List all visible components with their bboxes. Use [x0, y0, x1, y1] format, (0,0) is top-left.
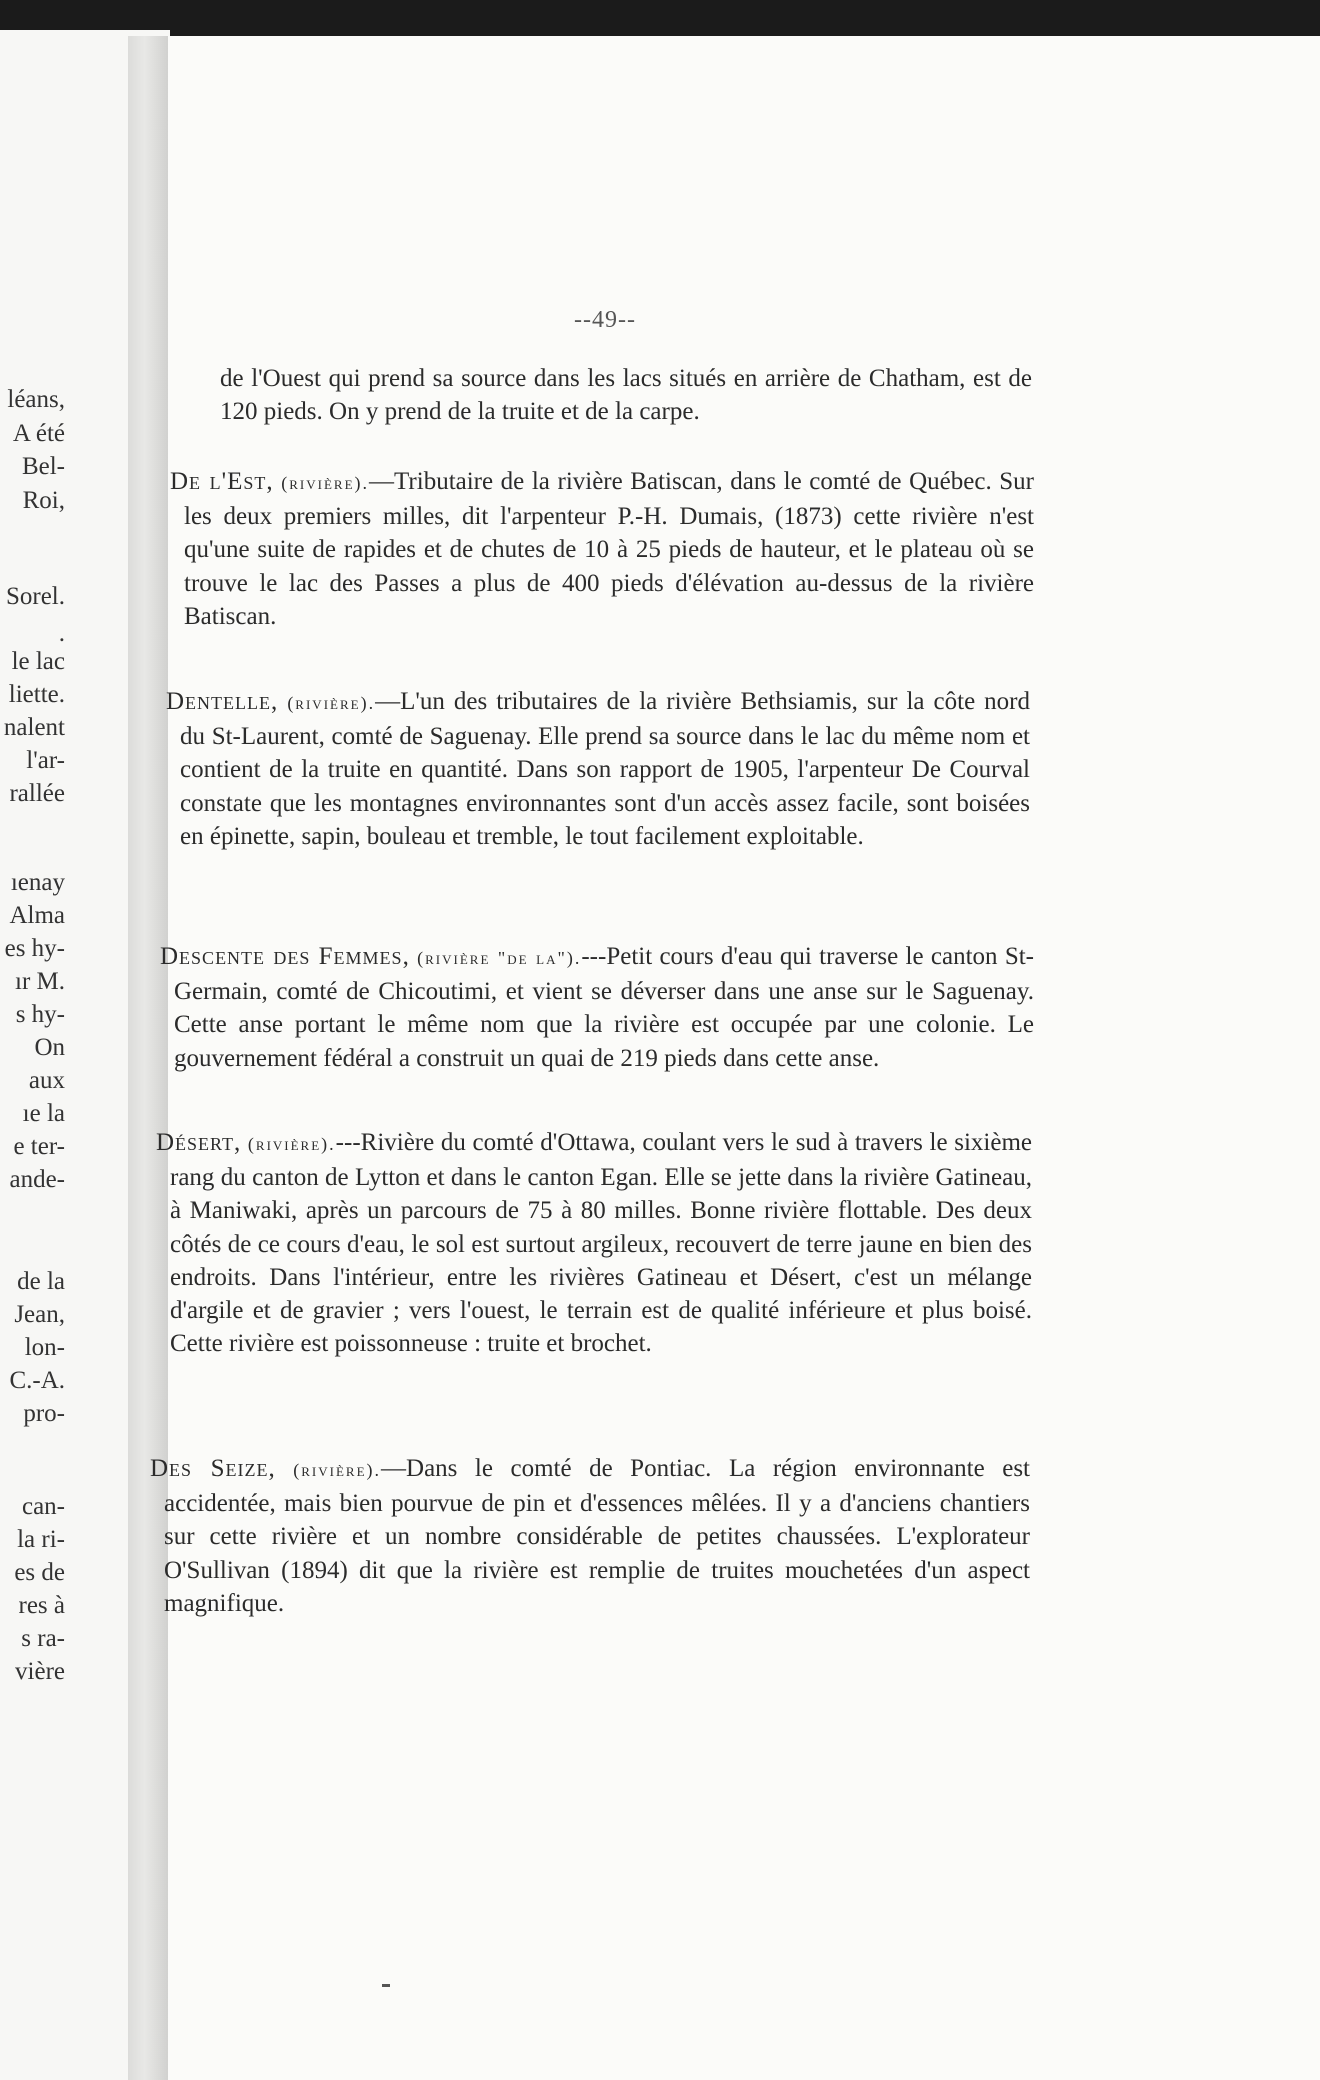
entry-headword: Descente des Femmes, — [160, 943, 410, 970]
left-fragment: can- — [21, 1493, 65, 1520]
left-fragment: aux — [28, 1067, 65, 1094]
left-fragment: nalent — [3, 714, 65, 741]
left-fragment: pro- — [23, 1400, 65, 1427]
left-fragment: rallée — [9, 780, 65, 807]
entry-headword: Désert, — [156, 1129, 242, 1156]
entry-body: —Dans le comté de Pontiac. La région environnante est accidentée, mais bien pourvue de pin et d'essences mêlées. Il y a d'anciens chantiers sur cette rivière et un nombre considérable de petites chaussées. L'explorateur O'Sullivan (1894) dit que la rivière est remplie de truites mouchetées d'un aspect magnifique. — [164, 1455, 1031, 1617]
left-fragment: . — [58, 620, 65, 647]
page-number: --49-- — [574, 307, 636, 333]
left-fragment: es de — [14, 1559, 65, 1586]
left-fragment: ande- — [9, 1166, 65, 1193]
entry-dentelle — [166, 685, 1030, 853]
ink-mark — [382, 1984, 390, 1987]
entry-de-l-est — [170, 465, 1034, 633]
left-fragment: Roi, — [22, 487, 65, 514]
left-fragment: la ri- — [17, 1526, 65, 1553]
entry-type: (rivière). — [281, 473, 370, 493]
left-fragment: de la — [17, 1268, 65, 1295]
left-fragment: Jean, — [14, 1301, 65, 1328]
entry-desert — [156, 1126, 1032, 1360]
entry-headword: De l'Est, — [170, 468, 274, 495]
left-fragment: le lac — [11, 648, 65, 675]
entry-type: (rivière). — [287, 693, 376, 713]
left-fragment: ıenay — [10, 869, 65, 896]
left-fragment: vière — [15, 1658, 65, 1685]
left-fragment: Bel- — [21, 453, 65, 480]
left-fragment: res à — [18, 1592, 65, 1619]
entry-headword: Dentelle, — [166, 688, 279, 715]
left-fragment: s hy- — [15, 1001, 65, 1028]
entry-type: (rivière). — [293, 1460, 382, 1480]
continuation-paragraph: de l'Ouest qui prend sa source dans les lacs situés en arrière de Chatham, est de 120 pieds. On y prend de la truite et de la carpe. — [220, 365, 1032, 426]
entry-headword: Des Seize, — [150, 1455, 276, 1482]
left-fragment: On — [34, 1034, 65, 1061]
entry-type: (rivière). — [247, 1134, 336, 1154]
left-fragment: Sorel. — [5, 583, 65, 610]
left-fragment: ır M. — [15, 968, 65, 995]
entry-descente-des-femmes — [160, 940, 1034, 1075]
left-fragment: ıe la — [22, 1100, 65, 1127]
left-fragment: léans, — [7, 386, 65, 413]
left-fragment: e ter- — [13, 1133, 65, 1160]
left-fragment: lon- — [24, 1334, 65, 1361]
left-fragment: C.-A. — [9, 1367, 65, 1394]
left-fragment: es hy- — [4, 935, 65, 962]
entry-des-seize — [150, 1452, 1030, 1620]
entry-body: ---Rivière du comté d'Ottawa, coulant vers le sud à travers le sixième rang du canton de Lytton et dans le canton Egan. Elle se jette dans la rivière Gatineau, à Maniwaki, après un parcours de 75 à 80 milles. Bonne rivière flottable. Des deux côtés de ce cours d'eau, le sol est surtout argileux, recouvert de terre jaune en bien des endroits. Dans l'intérieur, entre les rivières Gatineau et Désert, c'est un mélange d'argile et de gravier ; vers l'ouest, le terrain est de qualité inférieure et plus boisé. Cette rivière est poissonneuse : truite et brochet. — [170, 1129, 1033, 1358]
left-fragment: l'ar- — [26, 747, 65, 774]
left-fragment: Alma — [9, 902, 65, 929]
left-fragment: s ra- — [21, 1625, 65, 1652]
entry-body: —Tributaire de la rivière Batiscan, dans le comté de Québec. Sur les deux premiers milles, dit l'arpenteur P.-H. Dumais, (1873) cette rivière n'est qu'une suite de rapides et de chutes de 10 à 25 pieds de hauteur, et le plateau où se trouve le lac des Passes a plus de 400 pieds d'élévation au-dessus de la rivière Batiscan. — [184, 468, 1035, 630]
entry-body: ---Petit cours d'eau qui traverse le canton St-Germain, comté de Chicoutimi, et vient se déverser dans une anse sur le Saguenay. Cette anse portant le même nom que la rivière est occupée par une colonie. Le gouvernement fédéral a construit un quai de 219 pieds dans cette anse. — [174, 943, 1034, 1072]
entry-type: (rivière "de la"). — [417, 948, 582, 968]
scan-top-border — [0, 0, 1320, 36]
left-fragment: A été — [12, 420, 65, 447]
left-fragment: liette. — [8, 681, 65, 708]
entry-body: —L'un des tributaires de la rivière Bethsiamis, sur la côte nord du St-Laurent, comté de Saguenay. Elle prend sa source dans le lac du même nom et contient de la truite en quantité. Dans son rapport de 1905, l'arpenteur De Courval constate que les montagnes environnantes sont d'un accès assez facile, sont boisées en épinette, sapin, bouleau et tremble, le tout facilement exploitable. — [180, 688, 1031, 850]
